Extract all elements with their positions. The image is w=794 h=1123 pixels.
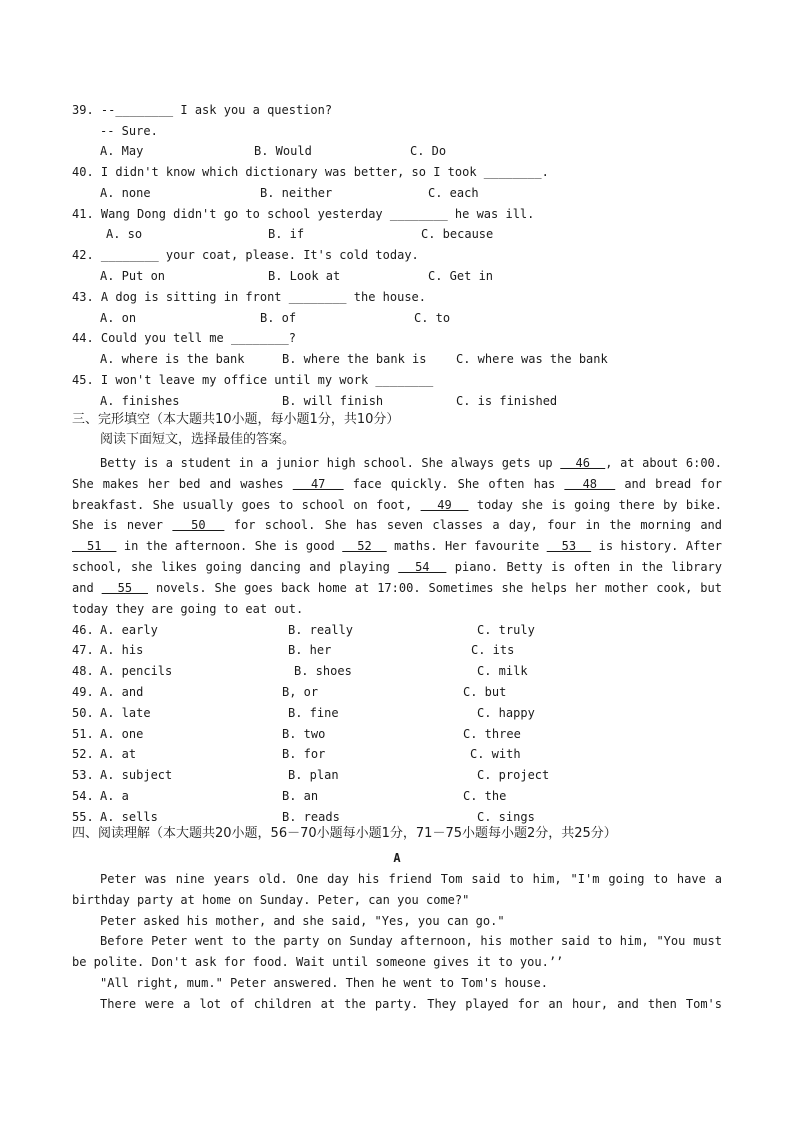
cloze-text: novels. She goes back home at 17:00. Sometimes she helps her mother cook, but today they are going to eat out.	[72, 580, 722, 616]
question-40-option-b: B. neither	[260, 186, 333, 200]
question-45-option-c: C. is finished	[456, 394, 558, 408]
question-42-option-a: A. Put on	[100, 269, 166, 283]
question-39-reply: -- Sure.	[100, 124, 158, 138]
question-40-stem: 40. I didn't know which dictionary was better, so I took ________.	[72, 165, 549, 179]
question-45-stem: 45. I won't leave my office until my work ________	[72, 373, 434, 387]
answer-option-c: C. the	[463, 789, 507, 803]
question-41-option-b: B. if	[268, 227, 305, 241]
reading-paragraph: Peter asked his mother, and she said, "Yes, you can go."	[100, 913, 505, 928]
question-41-stem: 41. Wang Dong didn't go to school yesterday ________ he was ill.	[72, 207, 535, 221]
question-42-option-c: C. Get in	[428, 269, 494, 283]
question-41-option-a: A. so	[106, 227, 143, 241]
question-40-option-a: A. none	[100, 186, 151, 200]
answer-option-c: C. happy	[477, 706, 535, 720]
section-3-instruction: 阅读下面短文，选择最佳的答案。	[100, 432, 296, 447]
section-4-heading: 四、阅读理解（本大题共20小题，56－70小题每小题1分，71－75小题每小题2分，共25分）	[72, 826, 617, 841]
answer-number: 52.	[72, 747, 94, 761]
question-42-option-b: B. Look at	[268, 269, 341, 283]
question-43-stem: 43. A dog is sitting in front ________ the house.	[72, 290, 427, 304]
question-43-option-c: C. to	[414, 311, 451, 325]
answer-number: 50.	[72, 706, 94, 720]
answer-number: 47.	[72, 643, 94, 657]
answer-option-c: C. but	[463, 685, 507, 699]
reading-paragraph: Before Peter went to the party on Sunday afternoon, his mother said to him, "You must be polite. Don't ask for food. Wait until someone gives it to you.’’	[72, 934, 722, 970]
answer-option-a: A. a	[100, 789, 129, 803]
cloze-text: , at about 6:00. She makes her bed and washes	[72, 456, 722, 491]
question-39-option-b: B. Would	[254, 144, 312, 158]
question-39-option-a: A. May	[100, 144, 144, 158]
cloze-text: and bread for breakfast. She usually goes to school on foot,	[72, 476, 722, 512]
answer-option-c: C. project	[477, 768, 550, 782]
answer-option-c: C. with	[470, 747, 521, 761]
cloze-blank-48: 48	[564, 476, 616, 491]
answer-option-b: B. shoes	[294, 664, 352, 678]
cloze-blank-46: 46	[560, 456, 606, 470]
cloze-passage-text	[72, 453, 722, 619]
answer-number: 55.	[72, 810, 94, 824]
section-3-heading: 三、完形填空（本大题共10小题，每小题1分，共10分）	[72, 412, 400, 427]
question-43-option-b: B. of	[260, 311, 297, 325]
cloze-text: face quickly. She often has	[343, 476, 565, 491]
answer-option-a: A. his	[100, 643, 144, 657]
answer-option-b: B. her	[288, 643, 332, 657]
question-45-option-b: B. will finish	[282, 394, 384, 408]
reading-paragraph: "All right, mum." Peter answered. Then he went to Tom's house.	[100, 975, 548, 990]
answer-option-a: A. subject	[100, 768, 173, 782]
answer-option-c: C. milk	[477, 664, 528, 678]
answer-option-a: A. at	[100, 747, 137, 761]
question-44-option-c: C. where was the bank	[456, 352, 608, 366]
answer-option-b: B. plan	[288, 768, 339, 782]
cloze-blank-51: 51	[72, 539, 117, 554]
answer-option-b: B, or	[282, 685, 319, 699]
answer-option-c: C. three	[463, 727, 521, 741]
answer-option-a: A. early	[100, 623, 158, 637]
cloze-blank-54: 54	[398, 559, 447, 574]
reading-paragraph: There were a lot of children at the party. They played for an hour, and then Tom's	[100, 996, 722, 1011]
cloze-text: for school. She has seven classes a day, four in the morning and	[224, 518, 722, 533]
cloze-blank-53: 53	[546, 539, 592, 554]
answer-option-c: C. its	[471, 643, 515, 657]
answer-option-a: A. sells	[100, 810, 158, 824]
question-44-option-a: A. where is the bank	[100, 352, 245, 366]
answer-number: 54.	[72, 789, 94, 803]
reading-paragraph: Peter was nine years old. One day his friend Tom said to him, "I'm going to have a birthday party at home on Sunday. Peter, can you come?"	[72, 872, 722, 907]
reading-passage-a	[72, 869, 722, 1015]
cloze-blank-50: 50	[172, 518, 225, 533]
answer-option-a: A. pencils	[100, 664, 173, 678]
answer-option-a: A. late	[100, 706, 151, 720]
answer-option-b: B. fine	[288, 706, 339, 720]
question-45-option-a: A. finishes	[100, 394, 180, 408]
cloze-passage	[72, 453, 722, 619]
passage-a-title: A	[393, 851, 401, 865]
answer-number: 46.	[72, 623, 94, 637]
question-39-stem: 39. --________ I ask you a question?	[72, 103, 333, 117]
answer-option-b: B. really	[288, 623, 354, 637]
answer-number: 48.	[72, 664, 94, 678]
cloze-blank-55: 55	[101, 580, 148, 595]
question-43-option-a: A. on	[100, 311, 137, 325]
cloze-blank-52: 52	[342, 539, 387, 554]
cloze-text: Betty is a student in a junior high school. She always gets up	[100, 456, 561, 470]
answer-number: 53.	[72, 768, 94, 782]
question-41-option-c: C. because	[421, 227, 494, 241]
cloze-text: piano. Betty is often in the library and	[72, 559, 723, 595]
answer-option-a: A. and	[100, 685, 144, 699]
answer-option-b: B. an	[282, 789, 319, 803]
question-39-option-c: C. Do	[410, 144, 447, 158]
cloze-text: is history. After school, she likes going dancing and playing	[72, 539, 722, 574]
answer-option-b: B. two	[282, 727, 326, 741]
question-42-stem: 42. ________ your coat, please. It's cold today.	[72, 248, 419, 262]
answer-option-b: B. for	[282, 747, 326, 761]
answer-number: 49.	[72, 685, 94, 699]
question-40-option-c: C. each	[428, 186, 479, 200]
answer-option-c: C. sings	[477, 810, 535, 824]
question-44-stem: 44. Could you tell me ________?	[72, 331, 296, 345]
cloze-text: maths. Her favourite	[386, 539, 547, 554]
answer-option-b: B. reads	[282, 810, 340, 824]
cloze-text: in the afternoon. She is good	[116, 539, 343, 554]
cloze-blank-49: 49	[420, 497, 469, 512]
cloze-blank-47: 47	[292, 476, 344, 491]
answer-number: 51.	[72, 727, 94, 741]
answer-option-a: A. one	[100, 727, 144, 741]
answer-option-c: C. truly	[477, 623, 535, 637]
cloze-text: today she is going there by bike. She is never	[72, 497, 723, 533]
question-44-option-b: B. where the bank is	[282, 352, 427, 366]
